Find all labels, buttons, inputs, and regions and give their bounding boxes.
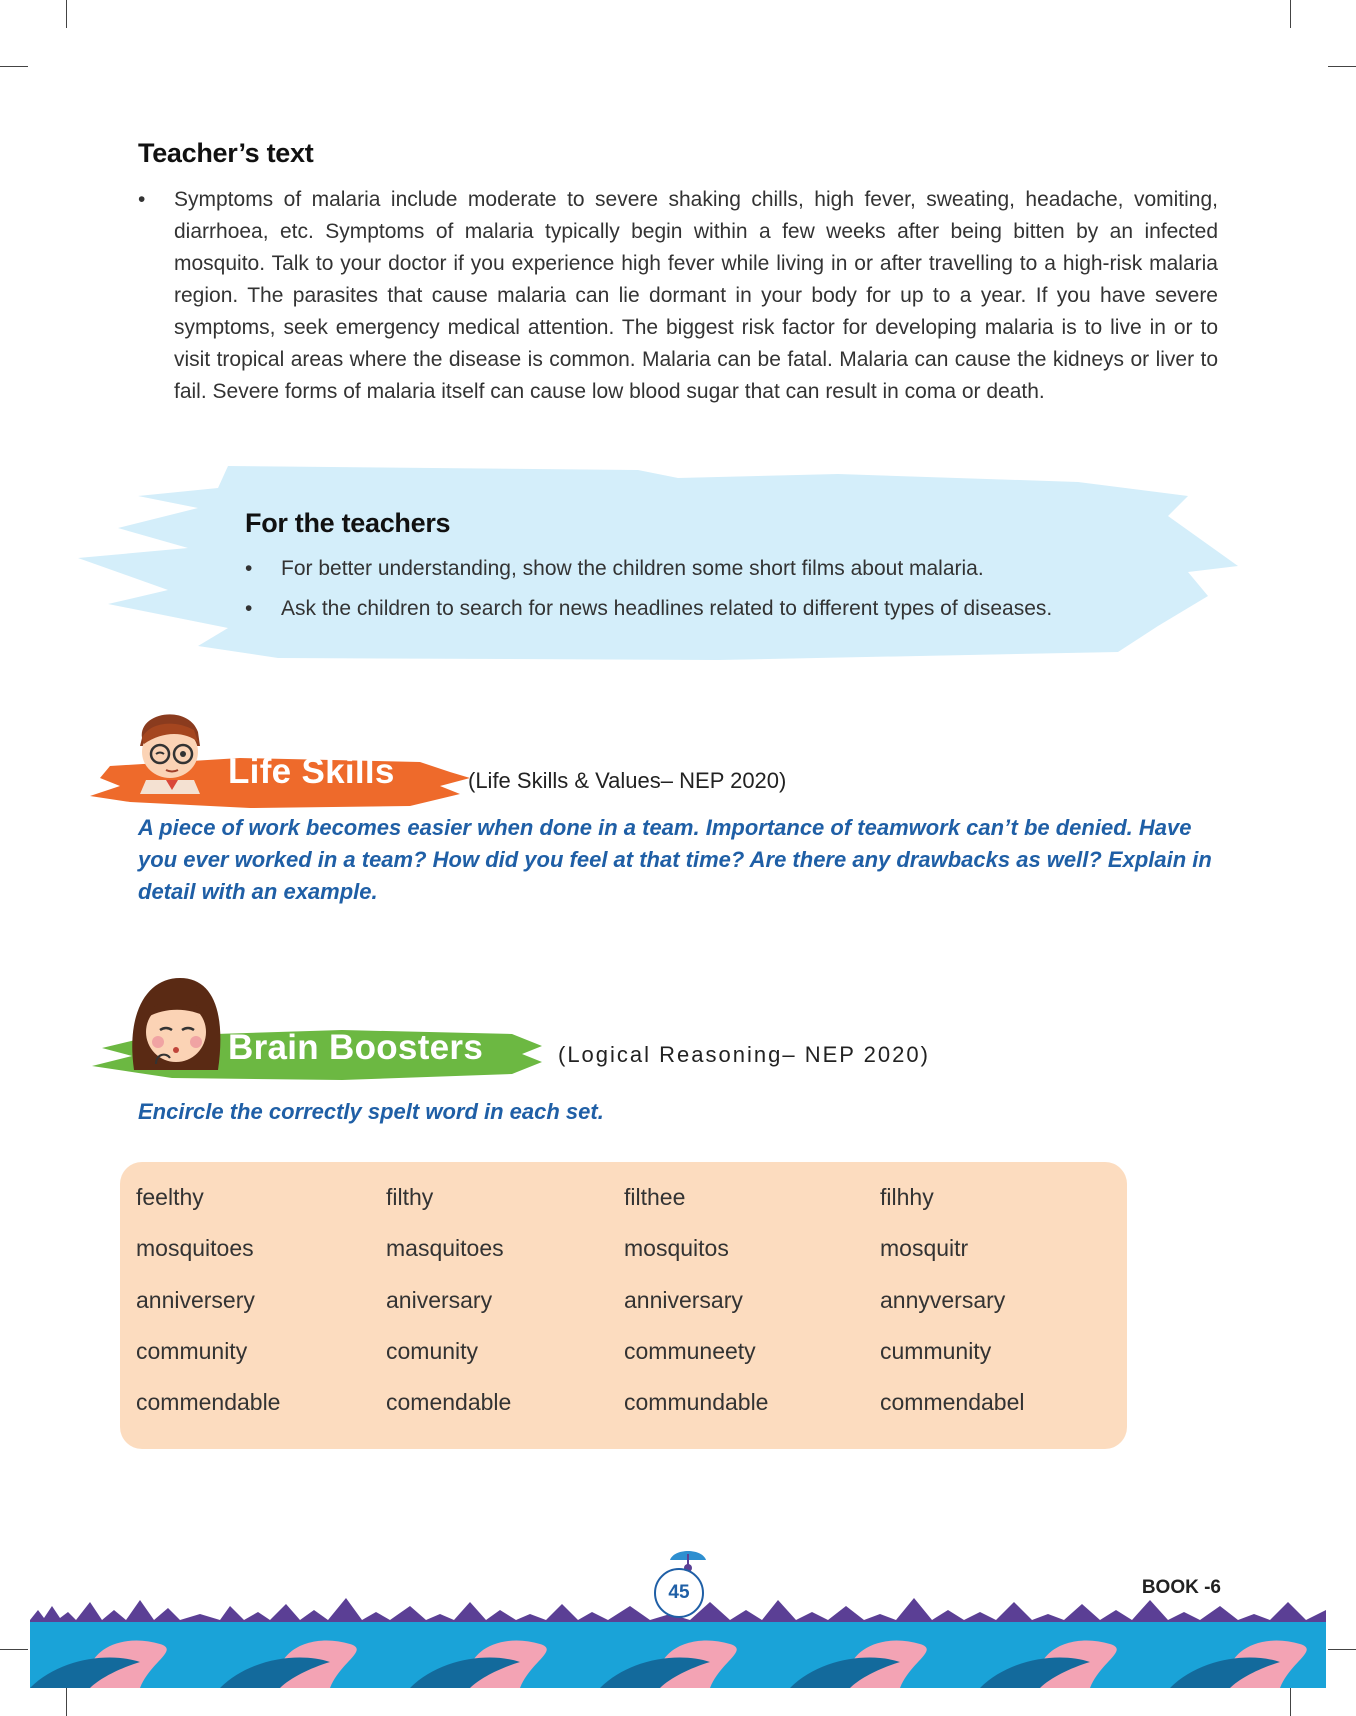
word-option[interactable]: commendable — [136, 1389, 281, 1415]
word-option[interactable]: masquitoes — [386, 1235, 504, 1261]
word-option[interactable]: communeety — [624, 1338, 756, 1364]
life-skills-label: Life Skills — [228, 752, 395, 791]
crop-mark — [1290, 1688, 1291, 1716]
word-option[interactable]: comendable — [386, 1389, 512, 1415]
book-label: BOOK -6 — [1141, 1577, 1221, 1598]
teachers-text-list — [138, 184, 1218, 408]
brain-boosters-label: Brain Boosters — [228, 1028, 484, 1067]
word-option[interactable]: filthee — [624, 1184, 686, 1210]
boy-character-icon — [128, 702, 208, 794]
crop-mark — [0, 1649, 28, 1650]
brain-boosters-instruction: Encircle the correctly spelt word in each set. — [138, 1099, 604, 1124]
word-option[interactable]: community — [136, 1338, 248, 1364]
word-option[interactable]: aniversary — [386, 1287, 493, 1313]
list-item — [245, 549, 1161, 589]
page-number: 45 — [654, 1568, 704, 1618]
teachers-text-heading: Teacher’s text — [138, 138, 314, 168]
word-option[interactable]: comunity — [386, 1338, 479, 1364]
for-teachers-heading: For the teachers — [245, 508, 451, 538]
word-sets-box — [120, 1162, 1127, 1449]
life-skills-question: A piece of work becomes easier when done in a team. Importance of teamwork can’t be denied. Have you ever worked in a team? How did you feel at that time? Are there any drawbacks as well? Explain in detail with an example. — [138, 815, 1212, 904]
bullet: • — [138, 188, 146, 211]
teachers-text-paragraph: Symptoms of malaria include moderate to severe shaking chills, high fever, sweating, headache, vomiting, diarrhoea, etc. Symptoms of malaria typically begin within a few weeks after being bitten by an infected mosquito. Talk to your doctor if you experience high fever while living in or after travelling to a high-risk malaria region. The parasites that cause malaria can lie dormant in your body for up to a year. If you have severe symptoms, seek emergency medical attention. The biggest risk factor for developing malaria is to live in or to visit tropical areas where the disease is common. Malaria can be fatal. Malaria can cause the kidneys or liver to fail. Severe forms of malaria itself can cause low blood sugar that can result in coma or death. — [174, 188, 1218, 403]
word-option[interactable]: mosquitos — [624, 1235, 729, 1261]
word-option[interactable]: cummunity — [880, 1338, 992, 1364]
list-item — [138, 184, 1218, 408]
word-option[interactable]: anniversery — [136, 1287, 255, 1313]
for-teachers-list — [245, 549, 1161, 629]
crop-mark — [66, 0, 67, 28]
word-option[interactable]: mosquitoes — [136, 1235, 254, 1261]
crop-mark — [1328, 66, 1356, 67]
list-item — [245, 589, 1161, 629]
word-option[interactable]: annyversary — [880, 1287, 1006, 1313]
brain-boosters-subtitle: (Logical Reasoning– NEP 2020) — [558, 1042, 930, 1067]
word-option[interactable]: commundable — [624, 1389, 769, 1415]
bullet: • — [245, 557, 253, 580]
crop-mark — [0, 66, 28, 67]
word-option[interactable]: feelthy — [136, 1184, 204, 1210]
word-option[interactable]: commendabel — [880, 1389, 1025, 1415]
word-option[interactable]: anniversary — [624, 1287, 743, 1313]
teacher-tip: Ask the children to search for news headlines related to different types of diseases. — [281, 597, 1053, 620]
word-option[interactable]: filthy — [386, 1184, 434, 1210]
crop-mark — [1290, 0, 1291, 28]
word-option[interactable]: mosquitr — [880, 1235, 969, 1261]
bullet: • — [245, 597, 253, 620]
girl-character-icon — [126, 974, 226, 1074]
word-option[interactable]: filhhy — [880, 1184, 934, 1210]
crop-mark — [1328, 1649, 1356, 1650]
life-skills-subtitle: (Life Skills & Values– NEP 2020) — [468, 768, 787, 793]
teacher-tip: For better understanding, show the children some short films about malaria. — [281, 557, 984, 580]
crop-mark — [66, 1688, 67, 1716]
